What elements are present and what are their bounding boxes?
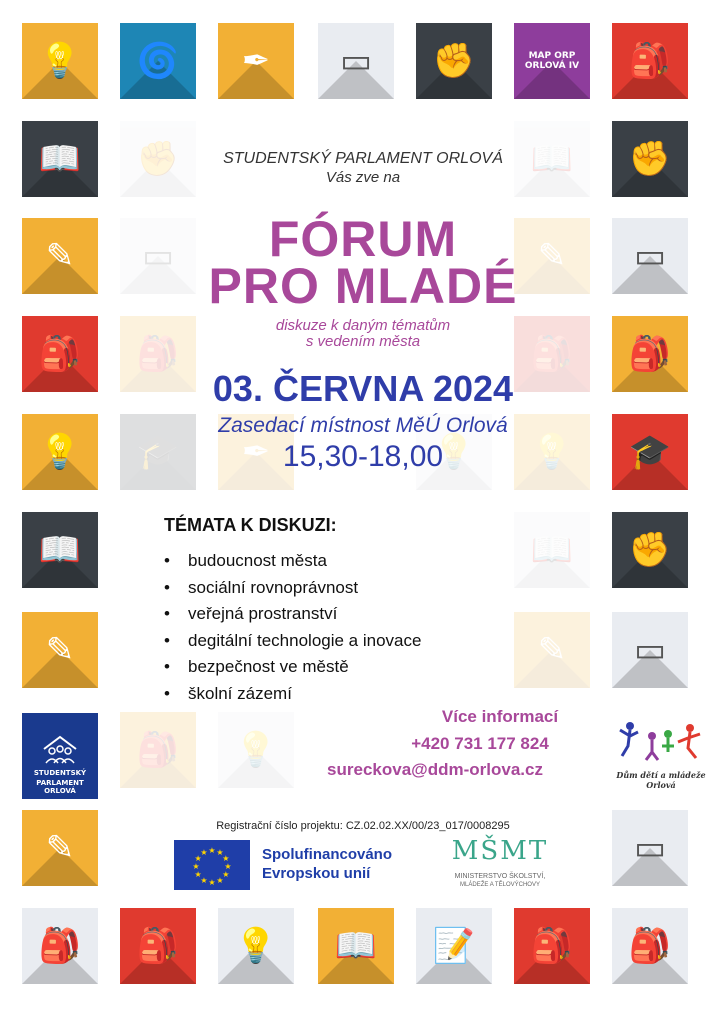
book-icon: 📖	[530, 139, 574, 179]
backpack-icon: 🎒	[530, 926, 574, 966]
eu-cofinanced-line2: Evropskou unií	[262, 865, 371, 882]
logo-text-line1: STUDENTSKÝ	[33, 769, 87, 777]
logo-swirl-icon: 🌀	[136, 41, 180, 81]
teacher-board-icon: ▭	[339, 41, 373, 81]
backpack-icon: 🎒	[628, 334, 672, 374]
backpack-icon: 🎒	[530, 334, 574, 374]
topic-item	[164, 575, 421, 602]
msmt-logo	[430, 836, 570, 866]
writing-pen-icon: ✎	[537, 236, 567, 276]
book-icon: 📖	[530, 530, 574, 570]
topic-label: bezpečnost ve městě	[188, 657, 349, 677]
map-orp-line1: MAP ORP	[528, 51, 576, 61]
topics-heading: TÉMATA K DISKUZI:	[164, 515, 337, 535]
eu-star-icon: ★	[208, 878, 216, 887]
topic-item	[164, 654, 421, 681]
eu-star-icon: ★	[200, 848, 208, 858]
backpack-icon: 🎒	[628, 41, 672, 81]
ddm-caption-line2: Orlová	[646, 780, 676, 790]
graduation-cap-icon: 🎓	[136, 432, 180, 472]
eu-star-icon: ★	[194, 854, 202, 863]
eu-star-icon: ★	[216, 848, 224, 858]
eu-stars-icon	[174, 840, 250, 890]
hand-pencil-icon: ✊	[432, 41, 476, 81]
eu-star-icon: ★	[224, 862, 232, 871]
contact-phone[interactable]: +420 731 177 824	[411, 734, 549, 753]
writing-pen-icon: ✎	[45, 630, 75, 670]
topic-label: sociální rovnoprávnost	[188, 577, 359, 597]
msmt-text-line2: MLÁDEŽE A TĚLOVÝCHOVY	[460, 882, 540, 888]
writing-pen-icon: ✎	[45, 236, 75, 276]
book-icon: 📖	[334, 926, 378, 966]
backpack-icon: 🎒	[136, 730, 180, 770]
msmt-text-line1: MINISTERSTVO ŠKOLSTVÍ,	[454, 873, 546, 880]
contact-label: Více informací	[441, 707, 559, 726]
writing-pen-icon: ✎	[537, 630, 567, 670]
map-orp-line2: ORLOVÁ IV	[524, 61, 580, 71]
event-subtitle-line2: s vedením města	[305, 333, 421, 350]
invitation-text: Vás zve na	[325, 169, 401, 186]
pen-nib-icon: ✒	[241, 41, 271, 81]
event-date: 03. ČERVNA 2024	[212, 368, 514, 409]
bullet-icon: •	[164, 604, 170, 624]
teacher-board-icon: ▭	[141, 236, 175, 276]
registration-number: Registrační číslo projektu: CZ.02.02.XX/00/23_017/0008295	[216, 820, 510, 832]
bullet-icon: •	[164, 683, 170, 703]
lightbulb-icon: 💡	[234, 926, 278, 966]
backpack-icon: 🎒	[136, 926, 180, 966]
event-time: 15,30-18,00	[282, 440, 444, 473]
eu-star-icon: ★	[222, 854, 230, 863]
eu-star-icon: ★	[208, 846, 216, 855]
eu-star-icon: ★	[222, 870, 230, 879]
pen-paper-icon: 📝	[432, 926, 476, 966]
bullet-icon: •	[164, 577, 170, 597]
backpack-icon: 🎒	[38, 334, 82, 374]
hand-pencil-icon: ✊	[136, 139, 180, 179]
book-icon: 📖	[38, 139, 82, 179]
dancing-children-icon	[612, 712, 710, 768]
bullet-icon: •	[164, 630, 170, 650]
backpack-icon: 🎒	[628, 926, 672, 966]
eu-star-icon: ★	[200, 875, 208, 885]
event-title-line1: FÓRUM	[268, 211, 458, 267]
topic-label: degitální technologie a inovace	[188, 630, 422, 650]
topic-item	[164, 628, 421, 655]
backpack-icon: 🎒	[136, 334, 180, 374]
ddm-caption	[612, 770, 710, 790]
topics-list	[164, 548, 421, 708]
bullet-icon: •	[164, 551, 170, 570]
topic-item	[164, 681, 421, 708]
msmt-mark-text: MŠMT	[451, 836, 549, 866]
event-title-line2: PRO MLADÉ	[208, 258, 518, 314]
graduation-cap-icon: 🎓	[628, 432, 672, 472]
event-venue: Zasedací místnost MěÚ Orlová	[218, 414, 508, 437]
lightbulb-icon: 💡	[432, 432, 476, 472]
topic-label: školní zázemí	[188, 683, 292, 703]
pen-nib-icon: ✒	[241, 432, 271, 472]
lightbulb-icon: 💡	[234, 730, 278, 770]
topic-label: veřejná prostranství	[188, 604, 338, 624]
parliament-people-icon	[22, 725, 98, 771]
contact-email[interactable]: sureckova@ddm-orlova.cz	[327, 760, 543, 779]
logo-text-line2: PARLAMENT ORLOVÁ	[36, 779, 84, 795]
hand-pencil-icon: ✊	[628, 139, 672, 179]
teacher-board-icon: ▭	[633, 236, 667, 276]
lightbulb-icon: 💡	[530, 432, 574, 472]
ddm-caption-line1: Dům dětí a mládeže	[616, 770, 706, 780]
bullet-icon: •	[164, 657, 170, 677]
topic-item	[164, 601, 421, 628]
event-subtitle-line1: diskuze k daným tématům	[275, 317, 451, 334]
eu-flag-icon	[174, 840, 250, 890]
teacher-board-icon: ▭	[633, 630, 667, 670]
student-parliament-logo	[22, 713, 98, 799]
writing-pen-icon: ✎	[45, 828, 75, 868]
lightbulb-icon: 💡	[38, 432, 82, 472]
hand-pencil-icon: ✊	[628, 530, 672, 570]
topic-item	[164, 548, 421, 575]
teacher-board-icon: ▭	[633, 828, 667, 868]
eu-star-icon: ★	[192, 862, 200, 871]
backpack-icon: 🎒	[38, 926, 82, 966]
eu-star-icon: ★	[216, 875, 224, 885]
topic-label: budoucnost města	[188, 551, 327, 570]
book-icon: 📖	[38, 530, 82, 570]
eu-cofinanced-line1: Spolufinancováno	[262, 846, 393, 863]
lightbulb-icon: 💡	[38, 41, 82, 81]
eu-star-icon: ★	[194, 870, 202, 879]
organizer-name: STUDENTSKÝ PARLAMENT ORLOVÁ	[223, 150, 503, 167]
